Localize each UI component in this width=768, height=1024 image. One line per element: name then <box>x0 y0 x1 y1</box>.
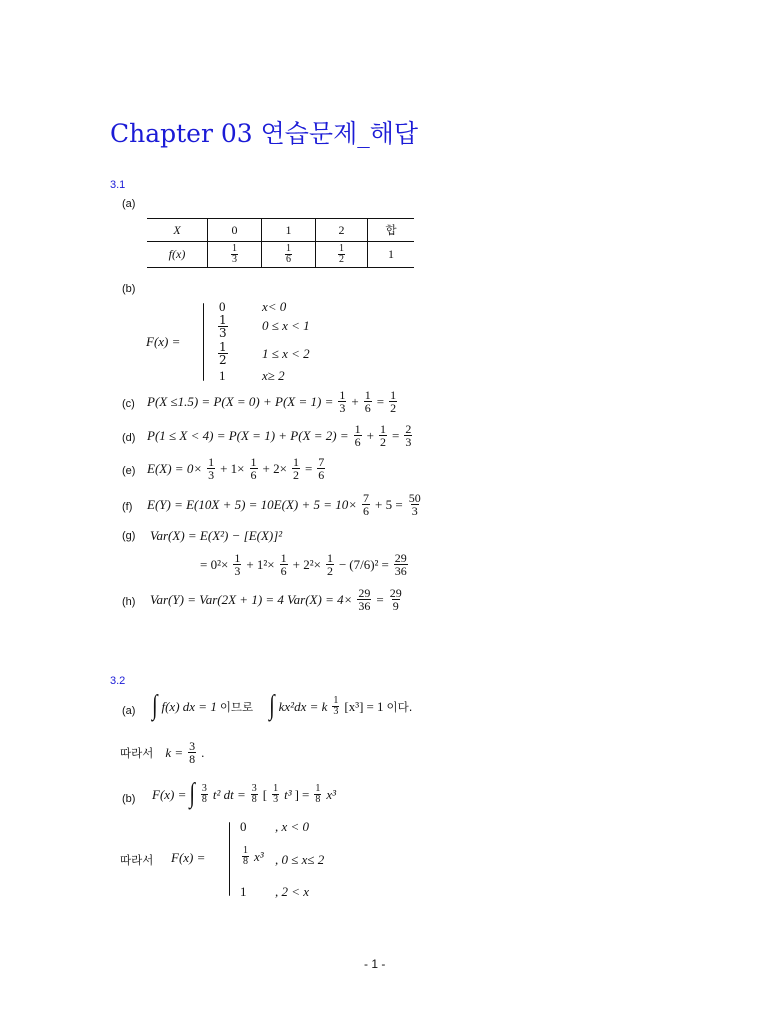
equation-g-line1: Var(X) = E(X²) − [E(X)]² <box>150 528 283 543</box>
case-value: 0 <box>219 299 226 314</box>
cdf-label: F(x) = <box>171 850 206 865</box>
table-header-sum: 합 <box>385 223 397 237</box>
equation-h: Var(Y) = Var(2X + 1) = 4 Var(X) = 4× $\frac{29}{36}$ = $\frac{29}{9}$ <box>150 586 402 613</box>
part-d-label: (d) <box>122 432 136 444</box>
ttaraseo-label: 따라서 <box>120 853 154 867</box>
page-number: - 1 - <box>364 957 386 971</box>
case-condition: x≥ 2 <box>262 368 285 383</box>
integral-icon: ∫ <box>152 690 158 722</box>
case-condition: 1 ≤ x < 2 <box>262 346 310 361</box>
page-title: Chapter 03 연습문제_해답 <box>110 119 419 148</box>
table-header-row <box>147 219 414 242</box>
equation-k: 따라서 k = $\frac{3}{8}$ . <box>120 739 205 766</box>
part-a-label: (a) <box>122 198 136 210</box>
part-b-label: (b) <box>122 793 136 805</box>
case-value: $\frac{1}{2}$ <box>219 340 227 367</box>
case-condition: , 2 < x <box>275 884 310 899</box>
table-cell: $\frac{1}{6}$ <box>286 243 291 265</box>
case-value: 0 <box>240 819 247 834</box>
table-cell: 1 <box>388 247 394 261</box>
integral-icon: ∫ <box>189 778 195 810</box>
case-condition: 0 ≤ x < 1 <box>262 318 310 333</box>
equation-c: P(X ≤1.5) = P(X = 0) + P(X = 1) = $\frac{1}{3}$ + $\frac{1}{6}$ = $\frac{1}{2}$ <box>147 388 397 415</box>
cases-brace <box>203 303 204 381</box>
case-value: $\frac{1}{3}$ <box>219 313 227 340</box>
table-header-1: 1 <box>285 222 292 237</box>
equation-e: E(X) = 0× $\frac{1}{3}$ + 1× $\frac{1}{6}$ + 2× $\frac{1}{2}$ = $\frac{7}{6}$ <box>147 455 325 482</box>
case-value: 1 <box>219 368 226 383</box>
case-condition: x< 0 <box>262 299 287 314</box>
part-c-label: (c) <box>122 398 135 410</box>
equation-d: P(1 ≤ X < 4) = P(X = 1) + P(X = 2) = $\frac{1}{6}$ + $\frac{1}{2}$ = $\frac{2}{3}$ <box>147 422 412 449</box>
table-header-0: 0 <box>231 222 238 237</box>
pmf-table <box>147 218 414 268</box>
table-row-label: f(x) <box>168 247 186 261</box>
case-value: 1 <box>240 884 247 899</box>
equation-f: E(Y) = E(10X + 5) = 10E(X) + 5 = 10× $\frac{7}{6}$ + 5 = $\frac{50}{3}$ <box>147 491 421 518</box>
table-cell: $\frac{1}{3}$ <box>232 243 237 265</box>
case-condition: , x < 0 <box>275 819 310 834</box>
equation-3-2-b: F(x) = ∫ $\frac{3}{8}$ t² dt = $\frac{3}{8}$ [ $\frac{1}{3}$ t³ ] = $\frac{1}{8}$ x³ <box>152 778 337 810</box>
part-e-label: (e) <box>122 465 136 477</box>
table-cell: $\frac{1}{2}$ <box>339 243 344 265</box>
section-3-2-heading: 3.2 <box>110 675 126 687</box>
part-a-label: (a) <box>122 705 136 717</box>
section-3-1-heading: 3.1 <box>110 179 126 191</box>
equation-g-line2: = 0²× $\frac{1}{3}$ + 1²× $\frac{1}{6}$ + 2²× $\frac{1}{2}$ − (7/6)² = $\frac{29}{36}$ <box>200 551 407 578</box>
cdf-label: F(x) = <box>146 334 181 349</box>
integral-icon: ∫ <box>269 690 275 722</box>
equation-3-2-a: ∫ f(x) dx = 1 이므로 ∫ kx²dx = k $\frac{1}{3}$ [x³] = 1 이다. <box>152 690 413 722</box>
part-f-label: (f) <box>122 501 133 513</box>
cases-brace <box>229 822 230 896</box>
table-header-x: X <box>173 222 181 237</box>
case-value: $\frac{1}{8}$ x³ <box>243 845 264 867</box>
table-row <box>147 242 414 268</box>
part-b-label: (b) <box>122 283 136 295</box>
part-g-label: (g) <box>122 530 136 542</box>
case-condition: , 0 ≤ x≤ 2 <box>275 852 325 867</box>
part-h-label: (h) <box>122 596 136 608</box>
table-header-2: 2 <box>338 222 345 237</box>
